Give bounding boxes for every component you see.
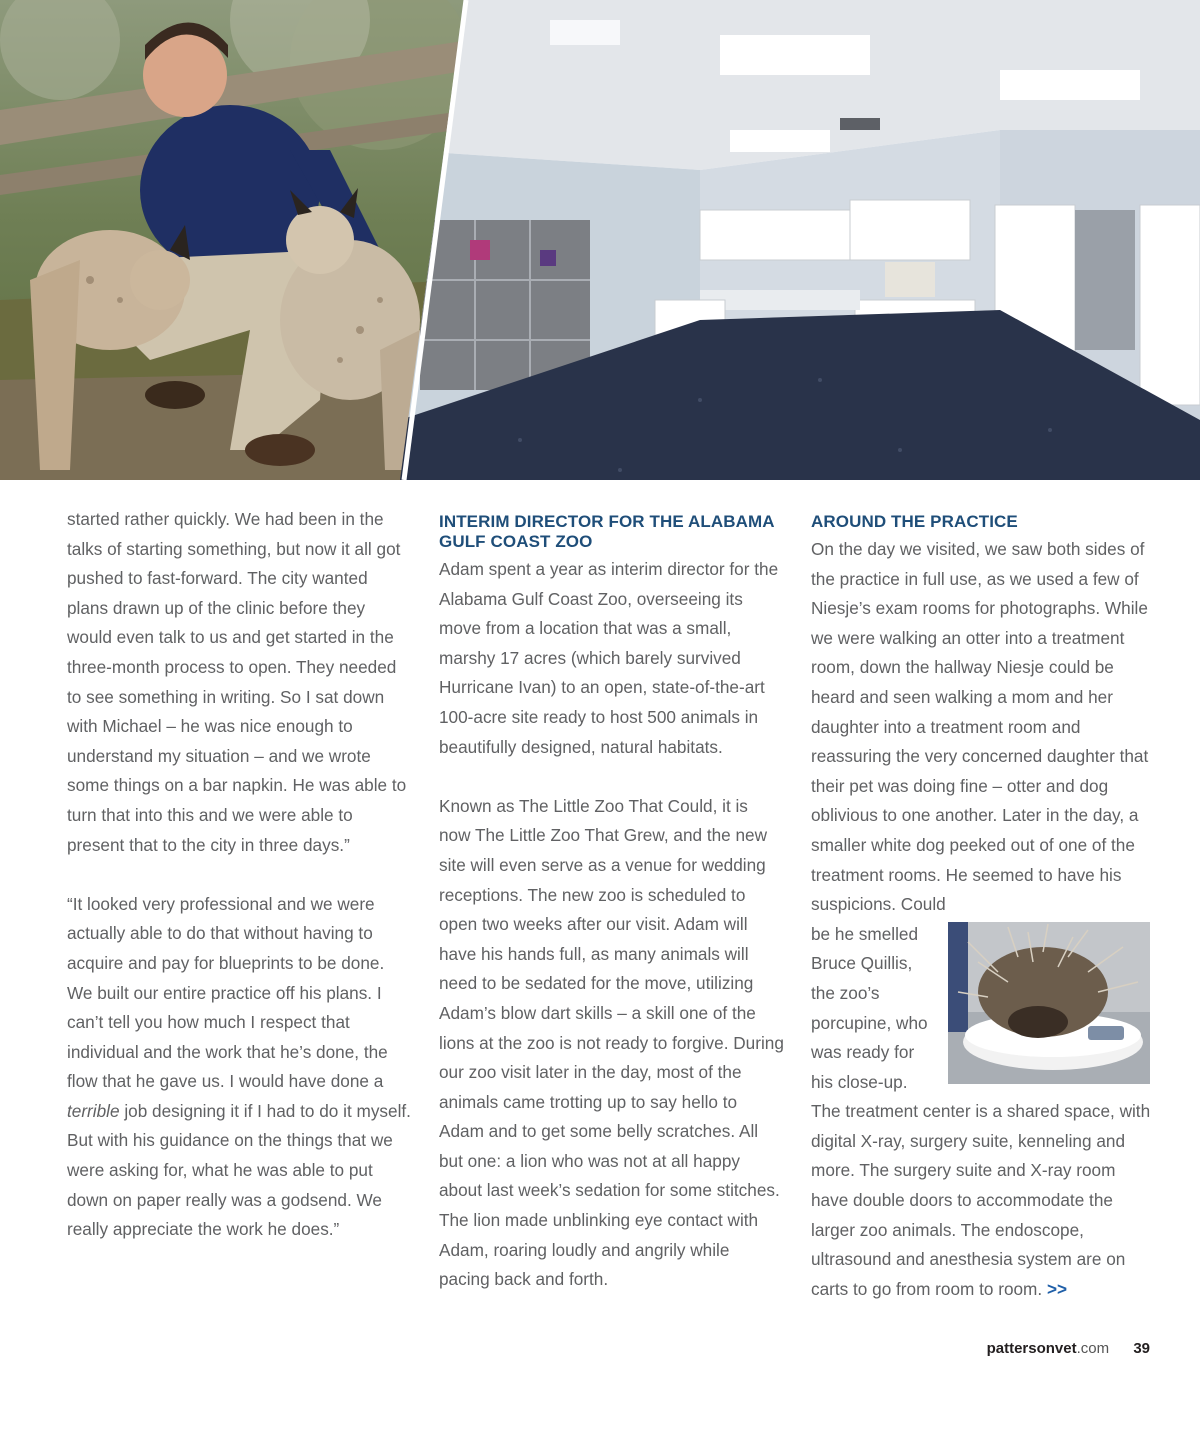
paragraph-text: “It looked very professional and we were actually able to do that without having to acquire and pay for blueprints to be done. We built our entire practice off his plans. I can’t tell you how much I respect that individual and the work that he’s done, the flow that he gave us. I would have done a bbox=[67, 893, 388, 1092]
article-column-3 bbox=[811, 505, 1156, 1304]
clinic-treatment-room-photo bbox=[400, 0, 1200, 480]
article-column-2 bbox=[439, 505, 784, 1295]
paragraph: Known as The Little Zoo That Could, it is now The Little Zoo That Grew, and the new site will even serve as a venue for wedding receptions. The new zoo is scheduled to open two weeks after our visit. Adam will have his hands full, as many animals will need to be sedated for the move, utilizing Adam’s blow dart skills – a skill one of the lions at the zoo is not ready to forgive. During our zoo visit later in the day, most of the animals came trotting up to say hello to Adam and to get some belly scratches. All but one: a lion who was not at all happy about last week’s sedation for some stitches. The lion made unblinking eye contact with Adam, roaring loudly and angrily while pacing back and forth. bbox=[439, 795, 784, 1290]
vet-with-lynx-photo bbox=[0, 0, 470, 480]
continue-arrow: >> bbox=[1046, 1278, 1068, 1299]
paragraph-text: job designing it if I had to do it myself. But with his guidance on the things that we were asking for, what he was able to put down on paper really was a godsend. We really appreciate the work he does.” bbox=[67, 1100, 411, 1240]
paragraph: Adam spent a year as interim director for the Alabama Gulf Coast Zoo, overseeing its move from a location that was a small, marshy 17 acres (which barely survived Hurricane Ivan) to an open, state-of-the-art 100-acre site ready to host 500 animals in beautifully designed, natural habitats. bbox=[439, 559, 779, 757]
section-heading: AROUND THE PRACTICE bbox=[811, 512, 1018, 531]
paragraph-text: The treatment center is a shared space, with digital X-ray, surgery suite, kenneling and more. The surgery suite and X-ray room have double doors to accommodate the larger zoo animals. The endoscope, ultrasound and anesthesia system are on carts to go from room to room. bbox=[811, 1101, 1151, 1299]
article-column-1 bbox=[67, 505, 412, 1245]
section-heading: INTERIM DIRECTOR FOR THE ALABAMA GULF COAST ZOO bbox=[439, 512, 774, 551]
paragraph bbox=[811, 1097, 1156, 1304]
paragraph: be he smelled Bruce Quillis, the zoo’s porcupine, who was ready for his close-up. bbox=[811, 923, 928, 1092]
site-domain: .com bbox=[1076, 1340, 1110, 1357]
hero-photos bbox=[0, 0, 1200, 480]
emphasis: terrible bbox=[67, 1100, 120, 1121]
paragraph: started rather quickly. We had been in the talks of starting something, but now it all got pushed to fast-forward. The city wanted plans drawn up of the clinic before they would even talk to us and get started in the three-month process to open. They needed to see something in writing. So I sat down with Michael – he was nice enough to understand my situation – and we wrote some things on a bar napkin. He was able to turn that into this and we were able to present that to the city in three days.” bbox=[67, 509, 407, 855]
site-name: pattersonvet bbox=[986, 1340, 1077, 1357]
porcupine-on-scale-photo bbox=[948, 922, 1150, 1084]
page-footer bbox=[987, 1340, 1150, 1357]
page-number: 39 bbox=[1133, 1340, 1150, 1357]
porcupine-wrap bbox=[811, 920, 1156, 1098]
paragraph bbox=[67, 890, 412, 1245]
paragraph: On the day we visited, we saw both sides of the practice in full use, as we used a few of Niesje’s exam rooms for photographs. While we were walking an otter into a treatment room, down the hallway Niesje could be heard and seen walking a mom and her daughter into a treatment room and reassuring the very concerned daughter that their pet was doing fine – otter and dog oblivious to one another. Later in the day, a smaller white dog peeked out of one of the treatment rooms. He seemed to have his suspicions. Could bbox=[811, 539, 1149, 915]
